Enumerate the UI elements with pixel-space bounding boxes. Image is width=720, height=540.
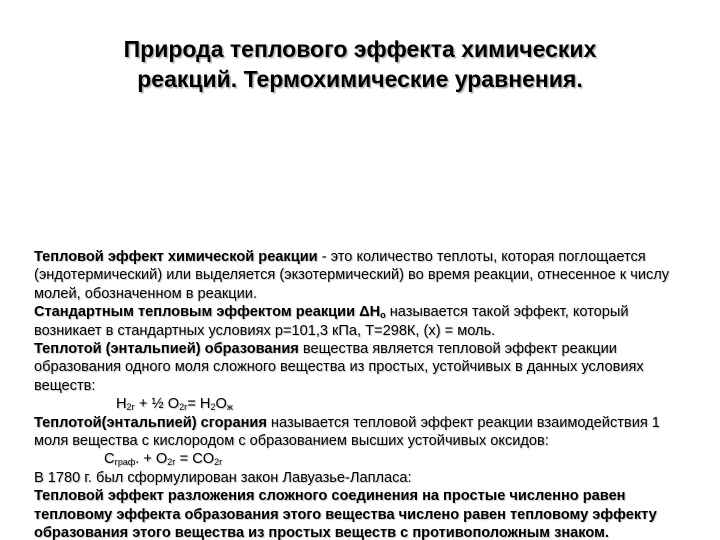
title-line-2: реакций. Термохимические уравнения.	[137, 66, 583, 92]
text-lavoisier-laplace: В 1780 г. был сформулирован закон Лавуазье-Лапласа:	[34, 469, 412, 486]
term-decomposition-law: Тепловой эффект разложения сложного соединения на простые численно равен тепловому эффекта образования этого вещества числено равен тепловому эффекту образования этого вещества из простых веществ с противоположным знаком.	[34, 488, 657, 540]
formula1-sub-c: 2	[210, 402, 216, 413]
text-combustion-heat: называется тепловой эффект реакции взаимодействия 1 моля вещества с кислородом с образованием высших устойчивых оксидов:	[34, 414, 660, 450]
term-standard-effect: Стандартным тепловым эффектом реакции ΔН	[34, 304, 381, 321]
formula1-sub-d: ж	[226, 402, 233, 413]
paragraph-combustion-heat	[34, 414, 690, 451]
formula-carbon-combustion	[34, 450, 690, 468]
term-formation-heat: Теплотой (энтальпией) образования	[34, 341, 299, 358]
paragraph-decomposition-law	[34, 487, 690, 540]
formula1-sub-a: 2г	[126, 402, 135, 413]
formula1-part-d: O	[215, 396, 227, 413]
formula1-sub-b: 2г	[179, 402, 188, 413]
formula1-part-a: H	[116, 396, 127, 413]
term-standard-effect-sub: о	[380, 310, 386, 321]
formula-water-formation	[34, 395, 690, 413]
formula2-part-c: = CO	[175, 451, 215, 468]
formula2-sub-a: граф	[114, 457, 136, 468]
text-formation-heat: вещества является тепловой эффект реакции образования одного моля сложного вещества из простых, устойчивых в данных условиях веществ:	[34, 341, 644, 394]
formula1-part-b: + ½ O	[134, 396, 180, 413]
formula1-part-c: = H	[187, 396, 211, 413]
text-thermal-effect: - это количество теплоты, которая поглощается (эндотермический) или выделяется (экзотермический) во время реакции, отнесенное к числу молей, обозначенном в реакции.	[34, 249, 670, 302]
term-combustion-heat: Теплотой(энтальпией) сгорания	[34, 414, 267, 431]
formula2-part-a: C	[104, 451, 115, 468]
title-line-1: Природа теплового эффекта химических	[123, 36, 597, 62]
formula2-part-b: . + O	[135, 451, 168, 468]
paragraph-formation-heat	[34, 340, 690, 395]
text-standard-effect: называется такой эффект, который возникает в стандартных условиях р=101,3 кПа, Т=298К, (х) = моль.	[34, 304, 629, 339]
formula2-sub-b: 2г	[167, 457, 176, 468]
slide-body	[34, 248, 690, 540]
formula2-sub-c: 2г	[214, 457, 223, 468]
paragraph-lavoisier-laplace	[34, 469, 690, 487]
slide-title	[60, 34, 660, 94]
paragraph-standard-effect	[34, 303, 690, 340]
paragraph-thermal-effect	[34, 248, 690, 303]
term-thermal-effect: Тепловой эффект химической реакции	[34, 249, 318, 265]
